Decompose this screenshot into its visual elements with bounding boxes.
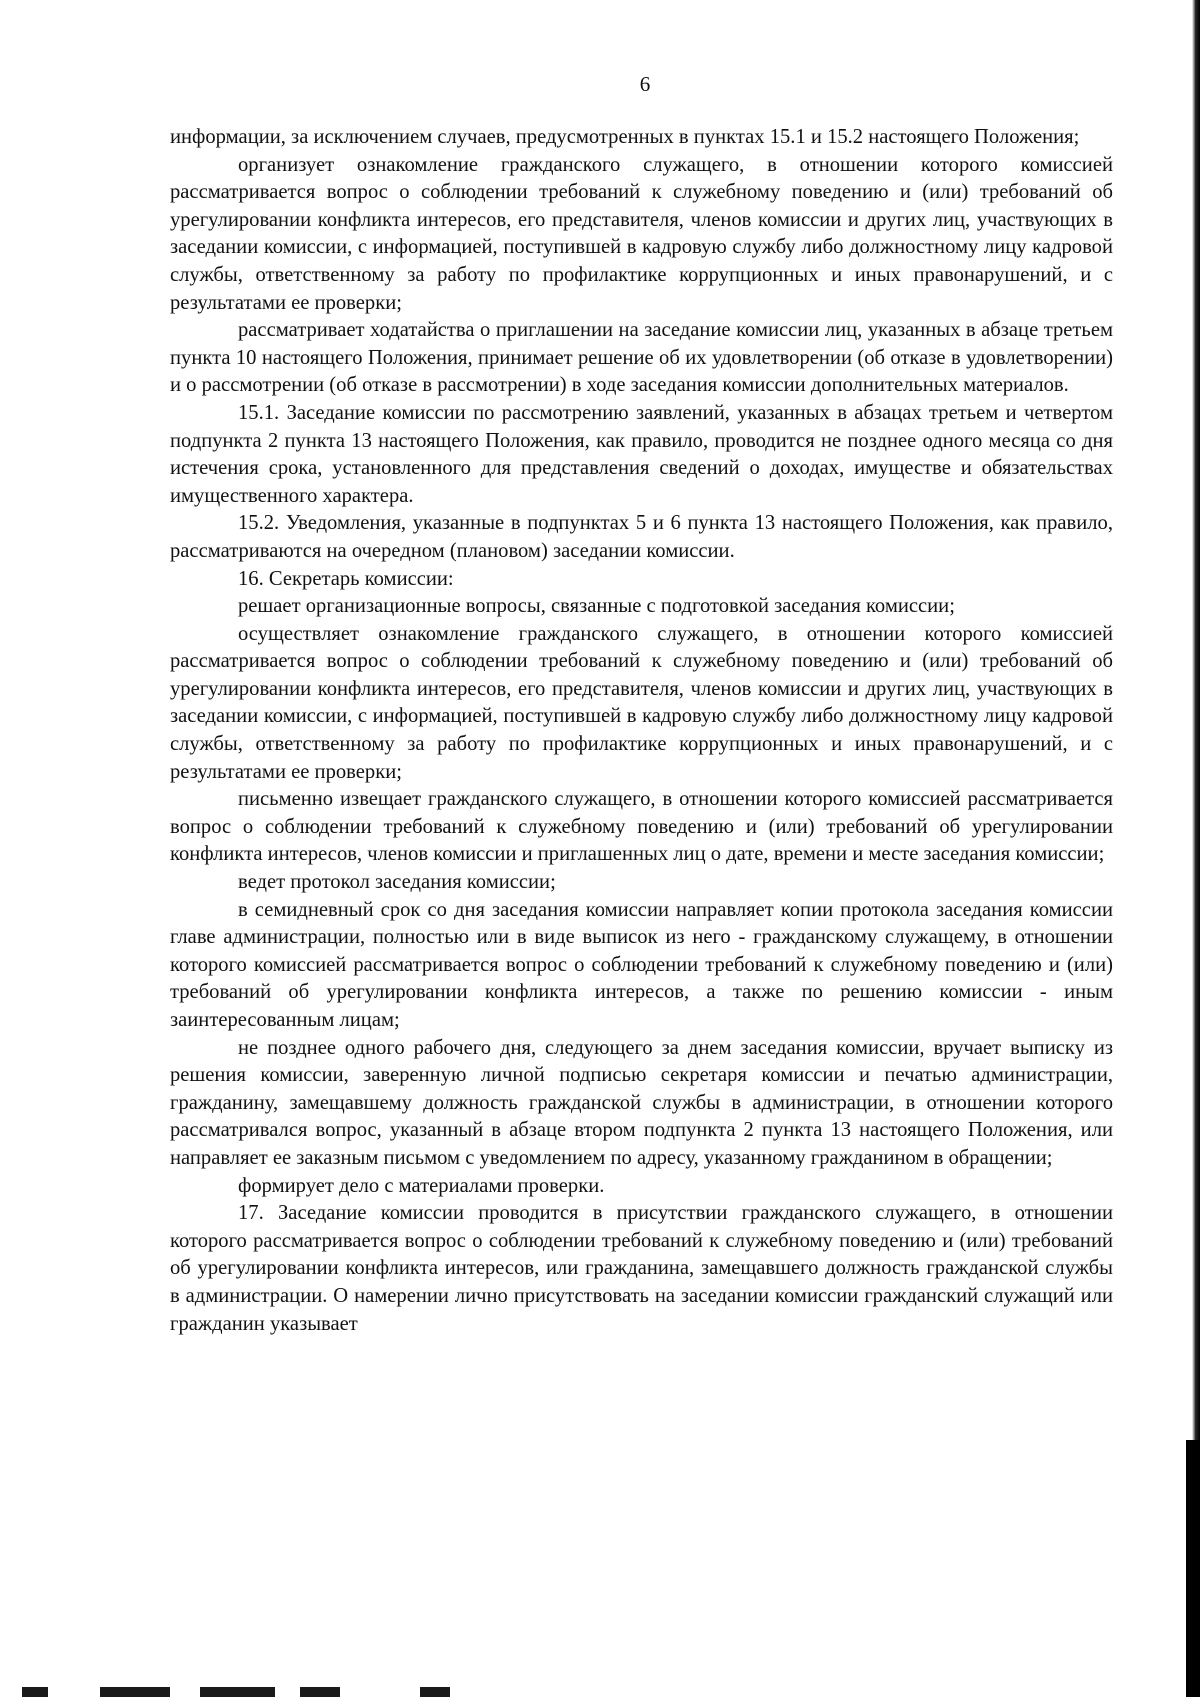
scan-edge-shadow-lower — [1186, 1440, 1200, 1697]
paragraph: информации, за исключением случаев, предусмотренных в пунктах 15.1 и 15.2 настоящего Положения; — [170, 126, 1080, 148]
scan-artifact — [100, 1687, 170, 1697]
document-body — [170, 124, 1113, 1338]
paragraph: 16. Секретарь комиссии: — [238, 567, 454, 590]
scan-artifact — [300, 1687, 340, 1697]
paragraph: 15.1. Заседание комиссии по рассмотрению заявлений, указанных в абзацах третьем и четвертом подпункта 2 пункта 13 настоящего Положения, как правило, проводится не позднее одного месяца со дня истечения срока, установленного для представления сведений о доходах, имуществе и обязательствах имущественного характера. — [170, 401, 1113, 507]
paragraph: в семидневный срок со дня заседания комиссии направляет копии протокола заседания комиссии главе администрации, полностью или в виде выписок из него - гражданскому служащему, в отношении которого комиссией рассматривается вопрос о соблюдении требований к служебному поведению и (или) требований об урегулировании конфликта интересов, а также по решению комиссии - иным заинтересованным лицам; — [170, 898, 1113, 1031]
paragraph: 15.2. Уведомления, указанные в подпунктах 5 и 6 пункта 13 настоящего Положения, как правило, рассматриваются на очередном (плановом) заседании комиссии. — [170, 512, 1113, 562]
paragraph: письменно извещает гражданского служащего, в отношении которого комиссией рассматривается вопрос о соблюдении требований к служебному поведению и (или) требований об урегулировании конфликта интересов, членов комиссии и приглашенных лиц о дате, времени и месте заседания комиссии; — [170, 788, 1113, 866]
scan-artifact — [200, 1687, 275, 1697]
scan-artifact — [420, 1687, 450, 1697]
scan-bottom-artifacts — [0, 1683, 1200, 1697]
paragraph: не позднее одного рабочего дня, следующего за днем заседания комиссии, вручает выписку из решения комиссии, заверенную личной подписью секретаря комиссии и печатью администрации, гражданину, замещавшему должность гражданской службы в администрации, в отношении которого рассматривался вопрос, указанный в абзаце втором подпункта 2 пункта 13 настоящего Положения, или направляет ее заказным письмом с уведомлением по адресу, указанному гражданином в обращении; — [170, 1036, 1113, 1169]
scan-artifact — [22, 1687, 48, 1697]
paragraph: 17. Заседание комиссии проводится в присутствии гражданского служащего, в отношении которого рассматривается вопрос о соблюдении требований к служебному поведению и (или) требований об урегулировании конфликта интересов, или гражданина, замещавшего должность гражданской службы в администрации. О намерении лично присутствовать на заседании комиссии гражданский служащий или гражданин указывает — [170, 1202, 1113, 1335]
page-number: 6 — [639, 72, 651, 96]
paragraph: формирует дело с материалами проверки. — [238, 1174, 605, 1197]
paragraph: ведет протокол заседания комиссии; — [238, 871, 556, 894]
paragraph: осуществляет ознакомление гражданского служащего, в отношении которого комиссией рассматривается вопрос о соблюдении требований к служебному поведению и (или) требований об урегулировании конфликта интересов, его представителя, членов комиссии и других лиц, участвующих в заседании комиссии, с информацией, поступившей в кадровую службу либо должностному лицу кадровой службы, ответственному за работу по профилактике коррупционных и иных правонарушений, и с результатами ее проверки; — [170, 622, 1113, 783]
paragraph: организует ознакомление гражданского служащего, в отношении которого комиссией рассматривается вопрос о соблюдении требований к служебному поведению и (или) требований об урегулировании конфликта интересов, его представителя, членов комиссии и других лиц, участвующих в заседании комиссии, с информацией, поступившей в кадровую службу либо должностному лицу кадровой службы, ответственному за работу по профилактике коррупционных и иных правонарушений, и с результатами ее проверки; — [170, 153, 1113, 314]
paragraph: решает организационные вопросы, связанные с подготовкой заседания комиссии; — [238, 595, 955, 618]
paragraph: рассматривает ходатайства о приглашении на заседание комиссии лиц, указанных в абзаце третьем пункта 10 настоящего Положения, принимает решение об их удовлетворении (об отказе в удовлетворении) и о рассмотрении (об отказе в рассмотрении) в ходе заседания комиссии дополнительных материалов. — [170, 319, 1113, 397]
